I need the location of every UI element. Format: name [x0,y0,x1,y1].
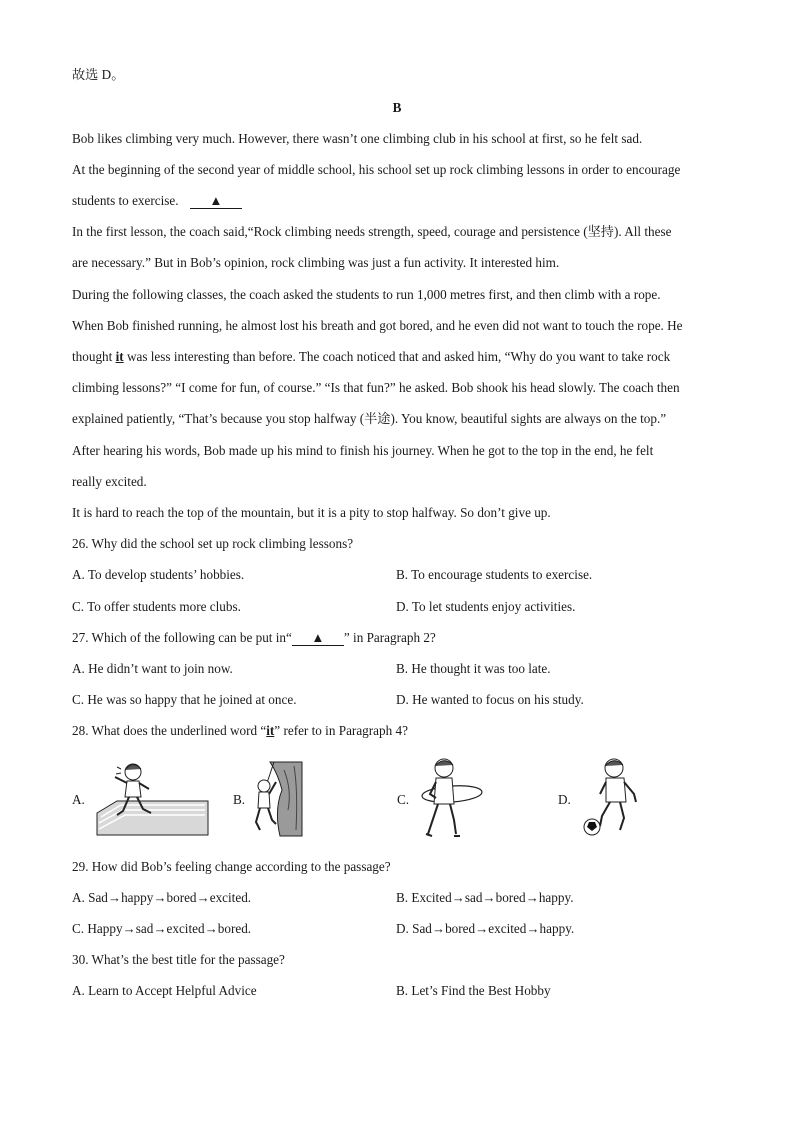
question-28-option-d-label: D. [558,792,571,807]
surfing-picture [418,756,484,840]
question-text: ” refer to in Paragraph 4? [274,723,408,738]
question-text: 27. Which of the following can be put in“ [72,630,292,645]
question-29-option-c: C. Happy→sad→excited→bored. [72,921,252,936]
question-30-option-b: B. Let’s Find the Best Hobby [396,983,551,998]
question-30-stem: 30. What’s the best title for the passage? [72,952,285,967]
passage-paragraph-4-line-1: During the following classes, the coach asked the students to run 1,000 metres first, and then climb with a rope. [72,287,661,302]
question-text: 28. What does the underlined word “ [72,723,267,738]
question-29-option-a: A. Sad→happy→bored→excited. [72,890,252,905]
question-26-option-d: D. To let students enjoy activities. [396,599,576,614]
running-picture [95,757,210,837]
passage-paragraph-5-line-1: After hearing his words, Bob made up his mind to finish his journey. When he got to the top in the end, he felt [72,443,654,458]
blank-marker: ▲ [190,194,242,209]
question-29-stem: 29. How did Bob’s feeling change according to the passage? [72,859,391,874]
passage-paragraph-3-line-2: are necessary.” But in Bob’s opinion, rock climbing was just a fun activity. It interested him. [72,255,560,270]
question-27-stem [72,630,436,646]
underlined-word: it [266,723,275,738]
question-27-option-a: A. He didn’t want to join now. [72,661,233,676]
passage-paragraph-2-line-2 [72,193,242,209]
question-28-stem [72,723,408,739]
question-28-option-b-label: B. [233,792,246,807]
question-27-option-c: C. He was so happy that he joined at once. [72,692,297,707]
question-30-option-a: A. Learn to Accept Helpful Advice [72,983,257,998]
passage-paragraph-3-line-1: In the first lesson, the coach said,“Rock climbing needs strength, speed, courage and persistence (坚持). All these [72,224,672,239]
question-26-option-c: C. To offer students more clubs. [72,599,241,614]
football-picture [580,756,642,840]
passage-paragraph-4-line-4: climbing lessons?” “I come for fun, of course.” “Is that fun?” he asked. Bob shook his head slowly. The coach then [72,380,680,395]
passage-text: was less interesting than before. The coach noticed that and asked him, “Why do you want to take rock [123,349,671,364]
question-26-option-b: B. To encourage students to exercise. [396,567,593,582]
passage-text: students to exercise. [72,193,179,208]
question-28-option-a-label: A. [72,792,85,807]
passage-paragraph-2-line-1: At the beginning of the second year of middle school, his school set up rock climbing lessons in order to encourage [72,162,681,177]
question-26-stem: 26. Why did the school set up rock climbing lessons? [72,536,354,551]
climbing-picture [252,760,304,838]
question-text: ” in Paragraph 2? [343,630,436,645]
passage-paragraph-4-line-2: When Bob finished running, he almost lost his breath and got bored, and he even did not want to touch the rope. He [72,318,683,333]
answer-note: 故选 D。 [72,67,125,82]
question-27-option-b: B. He thought it was too late. [396,661,551,676]
blank-marker: ▲ [292,631,344,646]
passage-paragraph-5-line-2: really excited. [72,474,147,489]
question-29-option-b: B. Excited→sad→bored→happy. [396,890,574,905]
passage-paragraph-1: Bob likes climbing very much. However, there wasn’t one climbing club in his school at first, so he felt sad. [72,131,643,146]
passage-paragraph-4-line-3 [72,349,670,365]
question-27-option-d: D. He wanted to focus on his study. [396,692,584,707]
passage-paragraph-6: It is hard to reach the top of the mountain, but it is a pity to stop halfway. So don’t give up. [72,505,551,520]
passage-paragraph-4-line-5: explained patiently, “That’s because you stop halfway (半途). You know, beautiful sights are always on the top.” [72,411,667,426]
question-26-option-a: A. To develop students’ hobbies. [72,567,245,582]
question-28-option-c-label: C. [397,792,410,807]
underlined-word: it [115,349,124,364]
passage-text: thought [72,349,116,364]
section-heading: B [392,100,402,115]
question-29-option-d: D. Sad→bored→excited→happy. [396,921,575,936]
